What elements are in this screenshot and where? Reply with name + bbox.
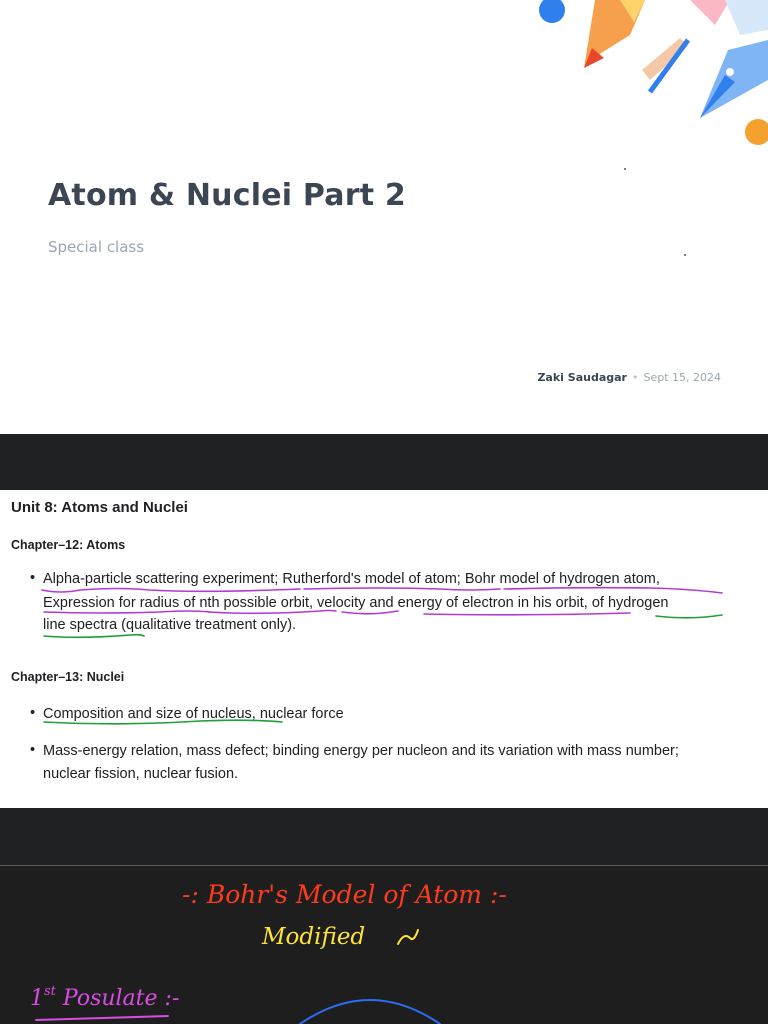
publish-date: Sept 15, 2024 bbox=[643, 371, 721, 384]
orbit-circle bbox=[300, 1000, 440, 1024]
speck bbox=[624, 168, 626, 170]
notes-heading: -: Bohr's Model of Atom :- bbox=[182, 880, 507, 909]
ruler-icon bbox=[642, 38, 688, 92]
handwritten-underlines bbox=[0, 490, 768, 808]
bullet-text-line: Composition and size of nucleus, nuclear force bbox=[43, 706, 344, 722]
bullet-text-line: Mass-energy relation, mass defect; binding energy per nucleon and its variation with mass number; bbox=[43, 743, 679, 759]
purple-underline bbox=[304, 588, 500, 590]
postulate-suffix: st bbox=[44, 984, 56, 999]
byline-separator: • bbox=[631, 371, 639, 384]
notes-slide bbox=[0, 866, 768, 1024]
bullet-point: • bbox=[30, 742, 36, 758]
bullet-text-line: line spectra (qualitative treatment only). bbox=[43, 617, 297, 633]
bullet-point: • bbox=[30, 570, 36, 586]
purple-underline bbox=[42, 589, 300, 593]
separator-band bbox=[0, 808, 768, 865]
stationery-decoration bbox=[520, 0, 768, 150]
subheading-text: Modified bbox=[262, 924, 366, 950]
bullet-text-line: Alpha-particle scattering experiment; Rutherford's model of atom; Bohr model of hydrogen atom, bbox=[43, 571, 660, 587]
page-title: Atom & Nuclei Part 2 bbox=[48, 178, 406, 213]
postulate-text: Posulate :- bbox=[62, 986, 180, 1011]
bullet-text-line: Expression for radius of nth possible orbit, velocity and energy of electron in his orbit, of hydrogen bbox=[43, 595, 669, 611]
chapter-title: Chapter–12: Atoms bbox=[11, 538, 126, 552]
purple-underline bbox=[342, 611, 398, 614]
pencil-icon bbox=[584, 0, 645, 68]
green-underline bbox=[44, 635, 144, 638]
postulate-underline bbox=[36, 1016, 168, 1020]
bullet-text-line: nuclear fission, nuclear fusion. bbox=[43, 766, 239, 782]
pink-shape-icon bbox=[690, 0, 730, 25]
notes-drawing bbox=[0, 866, 768, 1024]
page-subtitle: Special class bbox=[48, 238, 145, 256]
arrow-mark bbox=[398, 930, 418, 944]
unit-title: Unit 8: Atoms and Nuclei bbox=[11, 499, 188, 516]
purple-underline bbox=[208, 611, 336, 614]
bullet-point: • bbox=[30, 705, 36, 721]
green-underline bbox=[44, 720, 282, 724]
syllabus-slide bbox=[0, 490, 768, 808]
byline bbox=[537, 371, 721, 384]
separator-band bbox=[0, 434, 768, 490]
title-slide bbox=[0, 0, 768, 434]
postulate-number: 1 bbox=[30, 986, 44, 1011]
speck bbox=[684, 254, 686, 256]
purple-underline bbox=[424, 613, 630, 615]
author-name: Zaki Saudagar bbox=[537, 371, 627, 384]
orange-dot-icon bbox=[745, 119, 768, 145]
chapter-title: Chapter–13: Nuclei bbox=[11, 670, 125, 684]
purple-underline bbox=[44, 611, 210, 613]
green-underline bbox=[656, 615, 722, 618]
purple-underline bbox=[504, 588, 722, 593]
blue-dot-icon bbox=[539, 0, 565, 23]
